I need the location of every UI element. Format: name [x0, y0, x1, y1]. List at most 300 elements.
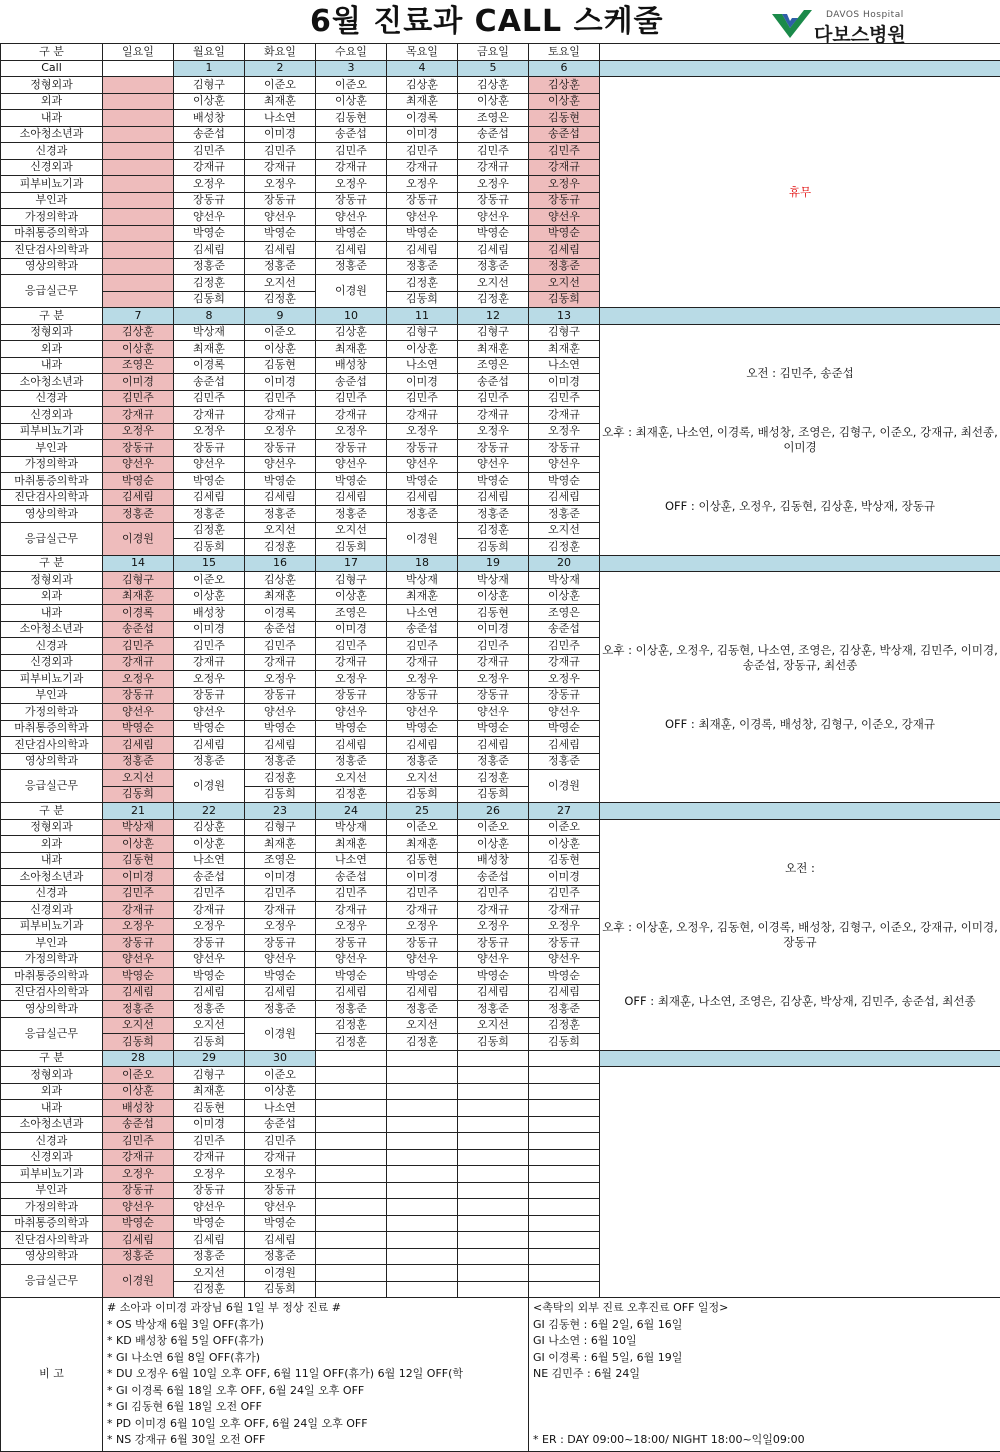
division-label: 구 분: [1, 803, 103, 820]
doctor-cell: [458, 1133, 529, 1150]
doctor-cell: 이미경: [245, 374, 316, 391]
doctor-cell: 양선우: [174, 1199, 245, 1216]
hospital-logo: [770, 8, 940, 42]
remark-line: * GI 이경록 6월 18일 오후 OFF, 6월 24일 오후 OFF: [107, 1383, 524, 1400]
doctor-cell: 오정우: [387, 176, 458, 193]
doctor-cell: 강재규: [103, 902, 174, 919]
doctor-cell: 김동현: [174, 1100, 245, 1117]
doctor-cell: 강재규: [458, 902, 529, 919]
doctor-cell: [103, 242, 174, 259]
doctor-cell: 오정우: [458, 918, 529, 935]
doctor-cell: 이준오: [245, 324, 316, 341]
doctor-cell: 김상훈: [387, 77, 458, 94]
er-cell: 이경원: [103, 522, 174, 555]
doctor-cell: 이상훈: [316, 588, 387, 605]
doctor-cell: 장동규: [245, 687, 316, 704]
doctor-cell: 김세림: [174, 737, 245, 754]
doctor-cell: 양선우: [174, 704, 245, 721]
remark-line: [533, 1399, 996, 1416]
doctor-cell: 박영순: [316, 720, 387, 737]
doctor-cell: [387, 1166, 458, 1183]
doctor-cell: 강재규: [387, 654, 458, 671]
doctor-cell: 박영순: [387, 968, 458, 985]
doctor-cell: 장동규: [245, 935, 316, 952]
er-cell: [529, 1281, 600, 1298]
doctor-cell: 이준오: [316, 77, 387, 94]
department-label: 부인과: [1, 687, 103, 704]
department-row: [1, 819, 1000, 836]
doctor-cell: 김형구: [458, 324, 529, 341]
doctor-cell: 오정우: [529, 918, 600, 935]
doctor-cell: 김세림: [529, 737, 600, 754]
doctor-cell: 강재규: [245, 159, 316, 176]
date-cell: 21: [103, 803, 174, 820]
department-label: 진단검사의학과: [1, 737, 103, 754]
doctor-cell: 김민주: [458, 885, 529, 902]
doctor-cell: 최재훈: [245, 836, 316, 853]
doctor-cell: 김세림: [245, 984, 316, 1001]
doctor-cell: [458, 1166, 529, 1183]
doctor-cell: 장동규: [245, 440, 316, 457]
doctor-cell: [103, 225, 174, 242]
doctor-cell: 장동규: [103, 935, 174, 952]
doctor-cell: 정홍준: [103, 1248, 174, 1265]
week-note: [600, 819, 1000, 1050]
doctor-cell: 김동현: [103, 852, 174, 869]
department-label: 정형외과: [1, 77, 103, 94]
doctor-cell: [387, 1232, 458, 1249]
doctor-cell: 강재규: [316, 159, 387, 176]
er-cell: 김동희: [458, 1034, 529, 1051]
doctor-cell: 장동규: [529, 440, 600, 457]
doctor-cell: 박영순: [458, 720, 529, 737]
doctor-cell: 김민주: [174, 143, 245, 160]
weekday-header: 화요일: [245, 44, 316, 61]
doctor-cell: 정홍준: [174, 1248, 245, 1265]
doctor-cell: 장동규: [316, 687, 387, 704]
doctor-cell: 정홍준: [387, 258, 458, 275]
weekday-header: 일요일: [103, 44, 174, 61]
remark-line: * NS 강재규 6월 30일 오전 OFF: [107, 1432, 524, 1449]
week-note-line: OFF : 이상훈, 오정우, 김동현, 김상훈, 박상재, 장동규: [600, 499, 1000, 514]
er-cell: 김정훈: [316, 1034, 387, 1051]
doctor-cell: 양선우: [174, 951, 245, 968]
doctor-cell: 최재훈: [174, 1083, 245, 1100]
doctor-cell: 박영순: [103, 473, 174, 490]
remark-line: * PD 이미경 6월 10일 오후 OFF, 6월 24일 오후 OFF: [107, 1416, 524, 1433]
doctor-cell: 이상훈: [103, 836, 174, 853]
doctor-cell: 장동규: [529, 687, 600, 704]
doctor-cell: 양선우: [458, 704, 529, 721]
doctor-cell: [387, 1248, 458, 1265]
doctor-cell: 이상훈: [458, 588, 529, 605]
doctor-cell: [316, 1100, 387, 1117]
date-cell: [316, 1050, 387, 1067]
doctor-cell: 박영순: [245, 225, 316, 242]
er-cell: 오지선: [529, 522, 600, 539]
er-cell: 김동희: [529, 1034, 600, 1051]
department-label: 내과: [1, 852, 103, 869]
remarks-label: 비 고: [1, 1298, 103, 1452]
doctor-cell: 오정우: [245, 1166, 316, 1183]
doctor-cell: 양선우: [103, 456, 174, 473]
doctor-cell: 강재규: [529, 407, 600, 424]
doctor-cell: [103, 143, 174, 160]
er-cell: 김정훈: [316, 1017, 387, 1034]
doctor-cell: 이상훈: [245, 341, 316, 358]
doctor-cell: 양선우: [529, 704, 600, 721]
doctor-cell: 조영은: [103, 357, 174, 374]
doctor-cell: 김민주: [103, 638, 174, 655]
doctor-cell: 장동규: [174, 440, 245, 457]
er-cell: 오지선: [174, 1017, 245, 1034]
doctor-cell: 조영은: [529, 605, 600, 622]
doctor-cell: 박영순: [174, 968, 245, 985]
doctor-cell: 강재규: [174, 902, 245, 919]
doctor-cell: 박영순: [387, 473, 458, 490]
doctor-cell: 김동현: [245, 357, 316, 374]
department-label: 내과: [1, 110, 103, 127]
department-label: 마취통증의학과: [1, 968, 103, 985]
remark-line: <촉탁의 외부 진료 오후진료 OFF 일정>: [533, 1300, 996, 1317]
doctor-cell: [458, 1067, 529, 1084]
doctor-cell: 김세림: [245, 489, 316, 506]
doctor-cell: 양선우: [245, 209, 316, 226]
doctor-cell: [529, 1232, 600, 1249]
department-label: 가정의학과: [1, 951, 103, 968]
doctor-cell: 송준섭: [174, 869, 245, 886]
doctor-cell: 강재규: [316, 407, 387, 424]
er-cell: 김정훈: [245, 539, 316, 556]
date-cell: 7: [103, 308, 174, 325]
er-cell: 오지선: [316, 770, 387, 787]
doctor-cell: 박상재: [103, 819, 174, 836]
doctor-cell: 정홍준: [458, 258, 529, 275]
department-label: 가정의학과: [1, 1199, 103, 1216]
doctor-cell: 송준섭: [458, 869, 529, 886]
date-cell: 11: [387, 308, 458, 325]
doctor-cell: 강재규: [245, 902, 316, 919]
er-cell: [103, 291, 174, 308]
doctor-cell: 김형구: [174, 1067, 245, 1084]
doctor-cell: 강재규: [458, 159, 529, 176]
doctor-cell: 박영순: [174, 473, 245, 490]
er-cell: 김정훈: [458, 291, 529, 308]
doctor-cell: 박상재: [529, 572, 600, 589]
department-label: 신경외과: [1, 1149, 103, 1166]
department-label: 부인과: [1, 440, 103, 457]
department-label: 피부비뇨기과: [1, 423, 103, 440]
date-cell: 12: [458, 308, 529, 325]
doctor-cell: 정홍준: [245, 753, 316, 770]
doctor-cell: 양선우: [387, 456, 458, 473]
doctor-cell: [529, 1166, 600, 1183]
doctor-cell: 이상훈: [174, 93, 245, 110]
doctor-cell: 오정우: [174, 918, 245, 935]
doctor-cell: 박영순: [458, 225, 529, 242]
doctor-cell: 이상훈: [316, 93, 387, 110]
doctor-cell: 김형구: [174, 77, 245, 94]
doctor-cell: 정홍준: [316, 1001, 387, 1018]
doctor-cell: 김세림: [316, 242, 387, 259]
doctor-cell: 정홍준: [529, 753, 600, 770]
doctor-cell: 김상훈: [103, 324, 174, 341]
er-cell: 오지선: [458, 1017, 529, 1034]
doctor-cell: 이미경: [174, 1116, 245, 1133]
doctor-cell: [387, 1215, 458, 1232]
doctor-cell: 김민주: [103, 1133, 174, 1150]
department-label: 신경외과: [1, 407, 103, 424]
doctor-cell: 정홍준: [458, 506, 529, 523]
week-note-line: 오후 : 이상훈, 오정우, 김동현, 나소연, 조영은, 김상훈, 박상재, 김민주, 이미경, 송준섭, 장동규, 최선종: [600, 643, 1000, 673]
doctor-cell: 양선우: [458, 209, 529, 226]
doctor-cell: [458, 1232, 529, 1249]
department-label: 피부비뇨기과: [1, 176, 103, 193]
doctor-cell: 김세림: [103, 984, 174, 1001]
doctor-cell: 이미경: [103, 869, 174, 886]
doctor-cell: 이준오: [458, 819, 529, 836]
date-cell: 29: [174, 1050, 245, 1067]
doctor-cell: 이상훈: [387, 341, 458, 358]
department-label: 정형외과: [1, 324, 103, 341]
doctor-cell: [103, 126, 174, 143]
er-label: 응급실근무: [1, 770, 103, 803]
doctor-cell: 강재규: [245, 654, 316, 671]
doctor-cell: 오정우: [245, 918, 316, 935]
doctor-cell: 김민주: [316, 638, 387, 655]
er-cell: 이경원: [174, 770, 245, 803]
doctor-cell: 정홍준: [174, 506, 245, 523]
doctor-cell: 정홍준: [458, 1001, 529, 1018]
date-cell: 13: [529, 308, 600, 325]
doctor-cell: 김상훈: [529, 77, 600, 94]
doctor-cell: [103, 110, 174, 127]
er-cell: 오지선: [245, 275, 316, 292]
doctor-cell: 양선우: [387, 209, 458, 226]
doctor-cell: 박영순: [316, 968, 387, 985]
date-cell: [529, 1050, 600, 1067]
doctor-cell: 김세림: [174, 1232, 245, 1249]
doctor-cell: [458, 1100, 529, 1117]
doctor-cell: [103, 77, 174, 94]
division-label: 구 분: [1, 555, 103, 572]
doctor-cell: 오정우: [103, 1166, 174, 1183]
er-cell: 김동희: [174, 539, 245, 556]
doctor-cell: 장동규: [387, 687, 458, 704]
department-label: 피부비뇨기과: [1, 671, 103, 688]
er-cell: 김정훈: [529, 1017, 600, 1034]
date-row-spacer: [600, 803, 1000, 820]
date-row-spacer: [600, 1050, 1000, 1067]
doctor-cell: 양선우: [387, 951, 458, 968]
doctor-cell: 정홍준: [174, 1001, 245, 1018]
remark-line: GI 이경록 : 6월 5일, 6월 19일: [533, 1350, 996, 1367]
doctor-cell: 장동규: [387, 192, 458, 209]
doctor-cell: [529, 1083, 600, 1100]
doctor-cell: 배성창: [174, 110, 245, 127]
doctor-cell: [103, 93, 174, 110]
doctor-cell: 양선우: [529, 456, 600, 473]
er-label: 응급실근무: [1, 522, 103, 555]
doctor-cell: 장동규: [103, 440, 174, 457]
er-cell: 김정훈: [174, 522, 245, 539]
doctor-cell: 오정우: [316, 176, 387, 193]
er-cell: [458, 1281, 529, 1298]
logo-english-name: DAVOS Hospital: [826, 10, 904, 20]
doctor-cell: 이상훈: [245, 1083, 316, 1100]
doctor-cell: 이준오: [387, 819, 458, 836]
date-cell: 1: [174, 60, 245, 77]
doctor-cell: [387, 1199, 458, 1216]
doctor-cell: 김세림: [458, 737, 529, 754]
doctor-cell: 강재규: [174, 159, 245, 176]
doctor-cell: 최재훈: [387, 588, 458, 605]
doctor-cell: 정홍준: [103, 506, 174, 523]
doctor-cell: 김민주: [529, 390, 600, 407]
doctor-cell: 최재훈: [529, 341, 600, 358]
doctor-cell: 조영은: [245, 852, 316, 869]
logo-check-icon: [770, 8, 814, 42]
er-label: 응급실근무: [1, 275, 103, 308]
doctor-cell: 김형구: [103, 572, 174, 589]
doctor-cell: [103, 209, 174, 226]
er-cell: 오지선: [103, 1017, 174, 1034]
doctor-cell: [458, 1083, 529, 1100]
er-cell: 이경원: [103, 1265, 174, 1298]
week-note-line: 휴무: [600, 185, 1000, 200]
doctor-cell: 강재규: [103, 654, 174, 671]
doctor-cell: 배성창: [458, 852, 529, 869]
doctor-cell: 배성창: [316, 357, 387, 374]
date-cell: 3: [316, 60, 387, 77]
doctor-cell: 김민주: [174, 638, 245, 655]
er-cell: 김동희: [387, 786, 458, 803]
doctor-cell: 장동규: [458, 440, 529, 457]
doctor-cell: [103, 192, 174, 209]
doctor-cell: 이경록: [103, 605, 174, 622]
week-note: [600, 77, 1000, 308]
date-cell: 17: [316, 555, 387, 572]
doctor-cell: 장동규: [529, 192, 600, 209]
doctor-cell: 김세림: [458, 984, 529, 1001]
doctor-cell: 강재규: [458, 407, 529, 424]
doctor-cell: [316, 1232, 387, 1249]
doctor-cell: 양선우: [174, 209, 245, 226]
doctor-cell: 박영순: [316, 225, 387, 242]
doctor-cell: 강재규: [174, 1149, 245, 1166]
doctor-cell: 장동규: [174, 935, 245, 952]
doctor-cell: 김형구: [245, 819, 316, 836]
doctor-cell: 오정우: [387, 423, 458, 440]
er-cell: [529, 1265, 600, 1282]
doctor-cell: 박영순: [245, 720, 316, 737]
doctor-cell: 김민주: [245, 1133, 316, 1150]
doctor-cell: 박영순: [174, 225, 245, 242]
doctor-cell: [316, 1248, 387, 1265]
doctor-cell: 장동규: [387, 440, 458, 457]
doctor-cell: 송준섭: [316, 126, 387, 143]
er-cell: 김정훈: [245, 291, 316, 308]
doctor-cell: 양선우: [529, 951, 600, 968]
department-label: 내과: [1, 1100, 103, 1117]
doctor-cell: [387, 1149, 458, 1166]
er-label: 응급실근무: [1, 1265, 103, 1298]
department-label: 소아청소년과: [1, 869, 103, 886]
doctor-cell: 강재규: [529, 159, 600, 176]
er-cell: 김정훈: [316, 786, 387, 803]
doctor-cell: [387, 1182, 458, 1199]
doctor-cell: 강재규: [387, 407, 458, 424]
department-label: 소아청소년과: [1, 621, 103, 638]
doctor-cell: 김세림: [316, 984, 387, 1001]
doctor-cell: 김세림: [316, 489, 387, 506]
date-cell: 9: [245, 308, 316, 325]
doctor-cell: 장동규: [174, 1182, 245, 1199]
doctor-cell: 김세림: [458, 242, 529, 259]
er-cell: 김정훈: [174, 1281, 245, 1298]
doctor-cell: 이미경: [316, 621, 387, 638]
doctor-cell: 김세림: [387, 737, 458, 754]
doctor-cell: [529, 1215, 600, 1232]
er-cell: 김정훈: [458, 522, 529, 539]
doctor-cell: 이상훈: [529, 93, 600, 110]
doctor-cell: [458, 1149, 529, 1166]
doctor-cell: 정홍준: [103, 753, 174, 770]
doctor-cell: 김세림: [245, 737, 316, 754]
department-label: 가정의학과: [1, 209, 103, 226]
doctor-cell: 박영순: [316, 473, 387, 490]
doctor-cell: 오정우: [174, 176, 245, 193]
doctor-cell: 오정우: [174, 423, 245, 440]
department-row: [1, 77, 1000, 94]
er-cell: 오지선: [458, 275, 529, 292]
doctor-cell: 김민주: [245, 885, 316, 902]
call-schedule-table: [0, 43, 1000, 1452]
doctor-cell: 최재훈: [316, 836, 387, 853]
week-date-row: [1, 308, 1000, 325]
er-cell: 김정훈: [387, 275, 458, 292]
department-label: 마취통증의학과: [1, 473, 103, 490]
doctor-cell: 김세림: [174, 489, 245, 506]
doctor-cell: 정홍준: [529, 258, 600, 275]
er-cell: [316, 1281, 387, 1298]
department-label: 내과: [1, 357, 103, 374]
remark-line: * KD 배성창 6월 5일 OFF(휴가): [107, 1333, 524, 1350]
doctor-cell: 김민주: [174, 885, 245, 902]
doctor-cell: 송준섭: [174, 126, 245, 143]
department-label: 신경과: [1, 143, 103, 160]
week-note: [600, 324, 1000, 555]
doctor-cell: 장동규: [387, 935, 458, 952]
department-label: 영상의학과: [1, 258, 103, 275]
department-label: 정형외과: [1, 1067, 103, 1084]
doctor-cell: 정홍준: [174, 258, 245, 275]
doctor-cell: [387, 1116, 458, 1133]
doctor-cell: 김세림: [103, 1232, 174, 1249]
doctor-cell: 이상훈: [103, 341, 174, 358]
doctor-cell: 박상재: [316, 819, 387, 836]
doctor-cell: 김민주: [103, 390, 174, 407]
doctor-cell: 장동규: [316, 192, 387, 209]
doctor-cell: 오정우: [103, 423, 174, 440]
er-cell: [458, 1265, 529, 1282]
weekday-header-row: [1, 44, 1000, 61]
er-cell: 김정훈: [245, 770, 316, 787]
weekday-header: 목요일: [387, 44, 458, 61]
doctor-cell: [529, 1149, 600, 1166]
remark-line: GI 김동현 : 6월 2일, 6월 16일: [533, 1317, 996, 1334]
department-label: 영상의학과: [1, 1001, 103, 1018]
